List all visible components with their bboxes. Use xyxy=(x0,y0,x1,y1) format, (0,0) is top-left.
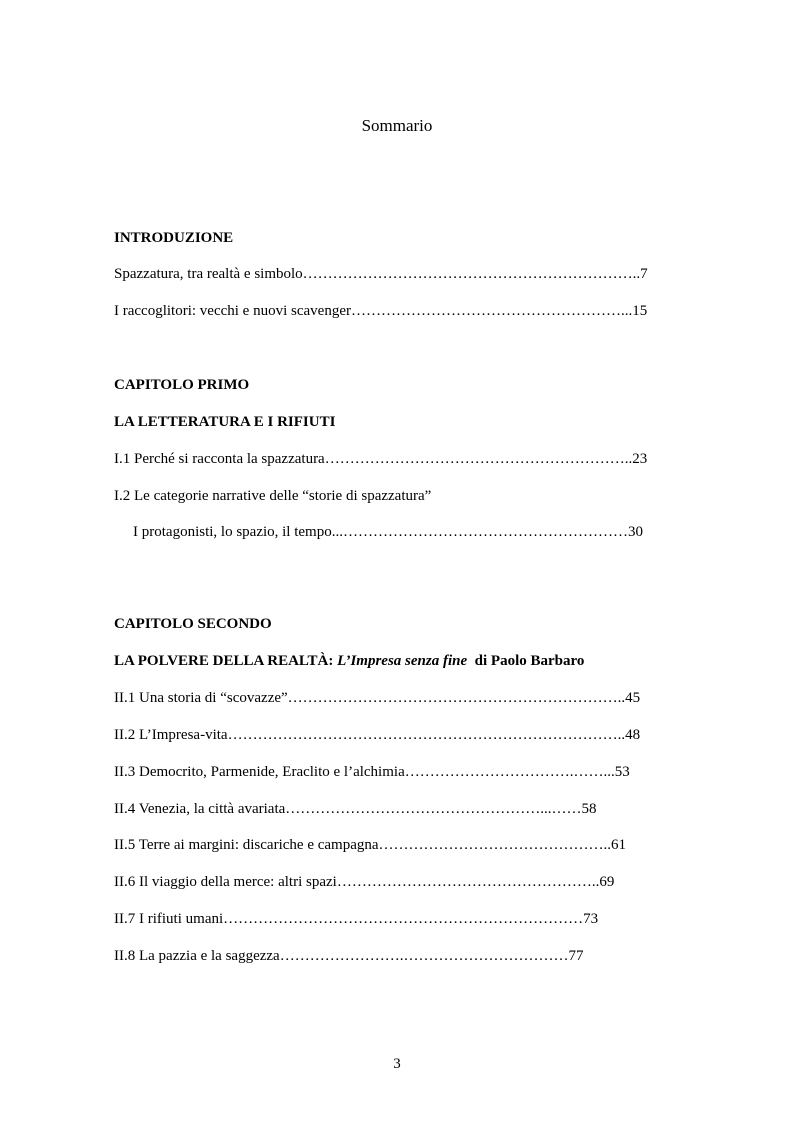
toc-entry: II.3 Democrito, Parmenide, Eraclito e l’alchimia…………………………….……...53 xyxy=(114,764,630,780)
section-heading-capitolo-primo: CAPITOLO PRIMO xyxy=(114,377,250,393)
toc-entry: II.2 L’Impresa-vita……………………………………………………………………..48 xyxy=(114,727,641,743)
toc-entry: I.1 Perché si racconta la spazzatura……………………………………………………..23 xyxy=(114,451,648,467)
toc-entry: Spazzatura, tra realtà e simbolo…………………………………………………………..7 xyxy=(114,266,648,282)
toc-entry: II.7 I rifiuti umani………………………………………………………………73 xyxy=(114,911,599,927)
toc-entry: II.4 Venezia, la città avariata……………………………………………...……58 xyxy=(114,801,597,817)
toc-entry: II.1 Una storia di “scovazze”…………………………………………………………..45 xyxy=(114,690,641,706)
section-heading-capitolo-secondo: CAPITOLO SECONDO xyxy=(114,616,272,632)
toc-entry: II.6 Il viaggio della merce: altri spazi……………………………………………..69 xyxy=(114,874,615,890)
toc-entry: I protagonisti, lo spazio, il tempo...…………………………………………………30 xyxy=(133,524,643,540)
book-title: L’Impresa senza fine xyxy=(337,653,468,669)
toc-entry: II.8 La pazzia e la saggezza…………………….……………………………77 xyxy=(114,948,584,964)
section-subtitle-capitolo-secondo xyxy=(114,653,584,670)
section-heading-introduzione: INTRODUZIONE xyxy=(114,230,234,246)
toc-entry: II.5 Terre ai margini: discariche e campagna………………………………………..61 xyxy=(114,837,627,853)
page-number: 3 xyxy=(393,1056,401,1072)
toc-entry: I raccoglitori: vecchi e nuovi scavenger………………………………………………...15 xyxy=(114,303,648,319)
subtitle-author: di Paolo Barbaro xyxy=(467,653,585,669)
toc-entry: I.2 Le categorie narrative delle “storie di spazzatura” xyxy=(114,488,432,504)
section-subtitle-capitolo-primo: LA LETTERATURA E I RIFIUTI xyxy=(114,414,336,430)
subtitle-prefix: LA POLVERE DELLA REALTÀ: xyxy=(114,653,338,669)
page-title: Sommario xyxy=(361,116,433,135)
